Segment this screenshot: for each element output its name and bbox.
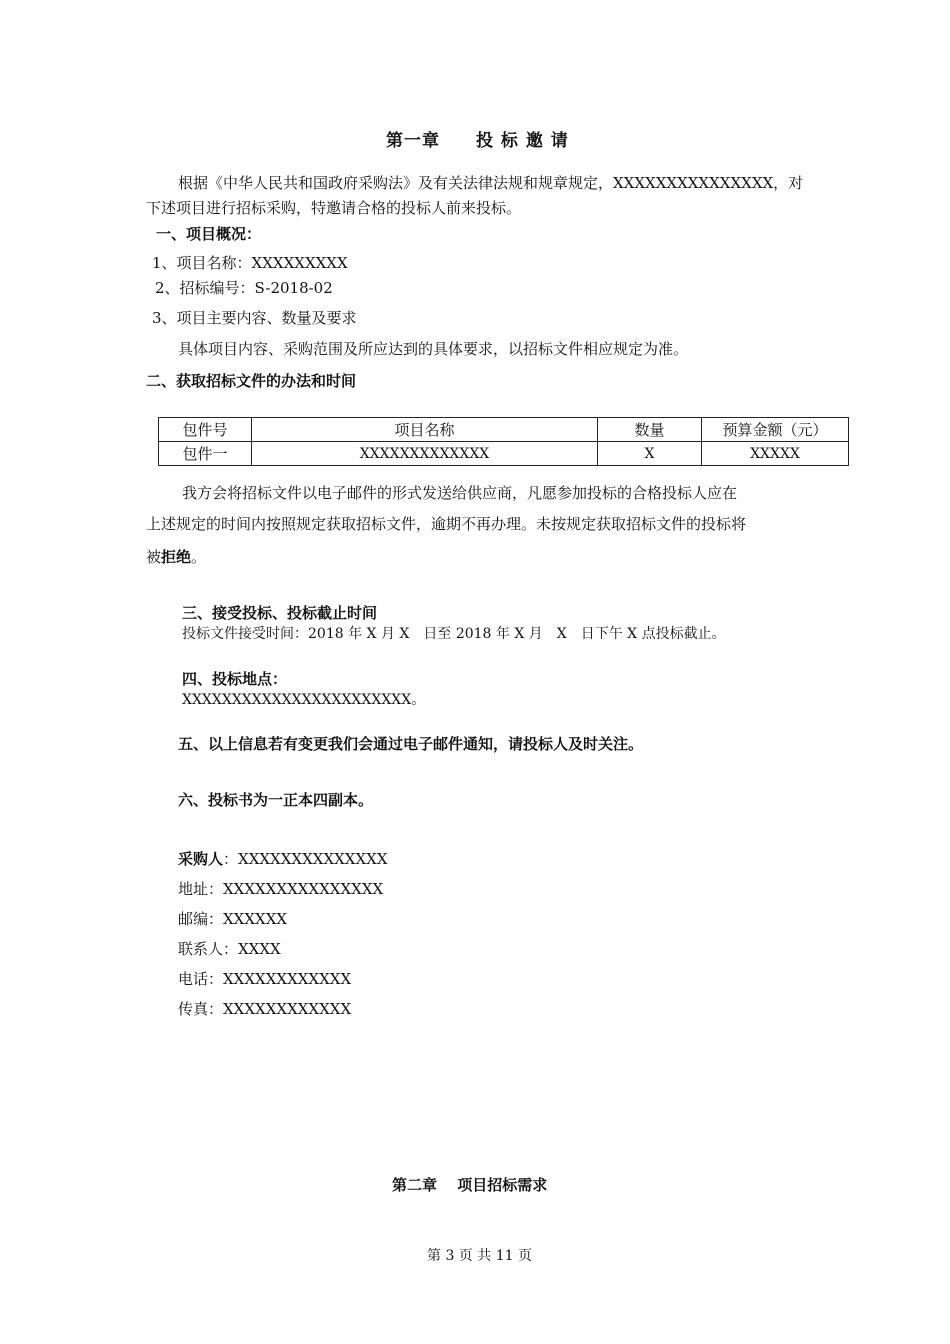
postcode-line: 邮编：XXXXXX: [178, 910, 288, 928]
distribution-line-2: 上述规定的时间内按照规定获取招标文件，逾期不再办理。未按规定获取招标文件的投标将: [146, 515, 747, 533]
table-cell: X: [598, 442, 702, 466]
tender-code: 2、招标编号：S-2018-02: [155, 279, 333, 297]
bid-location-text: XXXXXXXXXXXXXXXXXXXXXXX。: [182, 692, 426, 708]
emphasis-text: 拒绝: [161, 548, 192, 566]
package-table: [158, 417, 849, 466]
chapter-1-title: 第一章 投 标 邀 请: [386, 131, 569, 151]
purchaser-value: ：XXXXXXXXXXXXXX: [223, 850, 388, 868]
chapter-2-title: 第二章 项目招标需求: [392, 1176, 548, 1194]
table-cell: XXXXX: [702, 442, 849, 466]
purchaser-line: [178, 848, 388, 870]
distribution-line-3: [146, 546, 206, 568]
address-line: 地址：XXXXXXXXXXXXXXX: [178, 880, 384, 898]
table-header: 预算金额（元）: [702, 418, 849, 442]
distribution-line-1: 我方会将招标文件以电子邮件的形式发送给供应商，凡愿参加投标的合格投标人应在: [182, 484, 738, 502]
table-header: 包件号: [159, 418, 252, 442]
fax-line: 传真：XXXXXXXXXXXX: [178, 1000, 352, 1018]
intro-line-2: 下述项目进行招标采购，特邀请合格的投标人前来投标。: [146, 199, 522, 217]
project-name: 1、项目名称：XXXXXXXXX: [152, 254, 348, 272]
table-cell: XXXXXXXXXXXXX: [252, 442, 598, 466]
contact-person-line: 联系人：XXXX: [178, 940, 281, 958]
section-4-heading: 四、投标地点：: [182, 670, 288, 688]
section-6-heading: 六、投标书为一正本四副本。: [178, 791, 374, 809]
section-5-heading: 五、以上信息若有变更我们会通过电子邮件通知，请投标人及时关注。: [178, 735, 644, 753]
bid-time-text: 投标文件接受时间：2018 年 X 月 X 日至 2018 年 X 月 X 日下午 X 点投标截止。: [182, 626, 726, 642]
table-cell: 包件一: [159, 442, 252, 466]
table-header: 数量: [598, 418, 702, 442]
purchaser-label: 采购人: [178, 850, 224, 868]
table-header-row: [159, 418, 849, 442]
table-row: [159, 442, 849, 466]
section-3-heading: 三、接受投标、投标截止时间: [182, 604, 378, 622]
table-header: 项目名称: [252, 418, 598, 442]
project-content: 3、项目主要内容、数量及要求: [152, 309, 357, 327]
page-footer: 第 3 页 共 11 页: [427, 1248, 532, 1264]
intro-line-1: 根据《中华人民共和国政府采购法》及有关法律法规和规章规定，XXXXXXXXXXXXXXX，对: [178, 174, 804, 192]
section-1-heading: 一、项目概况：: [156, 225, 262, 243]
project-detail: 具体项目内容、采购范围及所应达到的具体要求，以招标文件相应规定为准。: [178, 340, 689, 358]
text-fragment: 被: [146, 548, 162, 566]
phone-line: 电话：XXXXXXXXXXXX: [178, 970, 352, 988]
section-2-heading: 二、获取招标文件的办法和时间: [146, 372, 357, 390]
text-fragment: 。: [191, 548, 207, 566]
